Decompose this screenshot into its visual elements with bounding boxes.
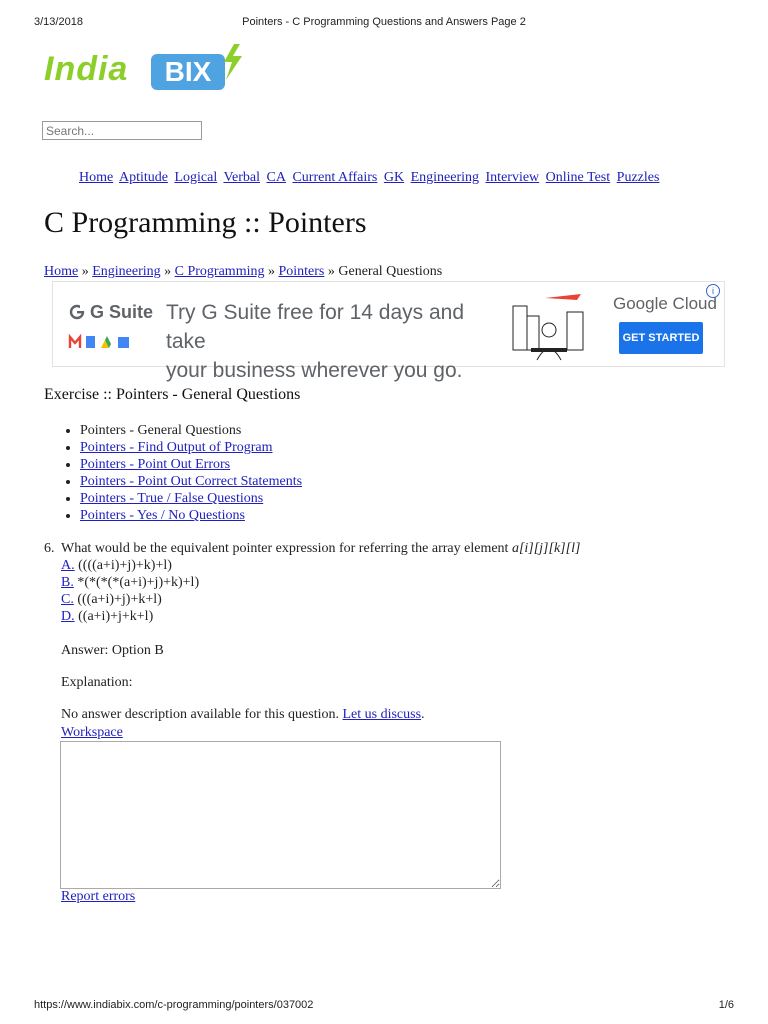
nav-current-affairs[interactable]: Current Affairs: [292, 170, 378, 185]
exercise-heading: Exercise :: Pointers - General Questions: [44, 386, 301, 403]
indiabix-logo[interactable]: [44, 44, 244, 106]
logo-text-bix: BIX: [151, 54, 225, 90]
no-answer-note: No answer description available for this question. Let us discuss.: [61, 707, 425, 722]
nav-gk[interactable]: GK: [383, 170, 405, 185]
option-c: C. (((a+i)+j)+k+l): [61, 592, 162, 607]
workspace-textarea[interactable]: [60, 741, 501, 889]
category-list: [58, 422, 302, 524]
ad-brand: G Suite: [69, 302, 153, 323]
print-title: Pointers - C Programming Questions and Answers Page 2: [242, 16, 526, 28]
workspace-label: [61, 725, 123, 741]
category-link-correct-statements[interactable]: Pointers - Point Out Correct Statements: [80, 474, 303, 489]
question-text: What would be the equivalent pointer expression for referring the array element a[i][j][k][l]: [61, 541, 581, 556]
category-link-yes-no[interactable]: Pointers - Yes / No Questions: [80, 508, 245, 523]
ad-partner: Google Cloud: [613, 294, 717, 313]
option-a-link[interactable]: A.: [61, 558, 75, 573]
breadcrumb-home[interactable]: Home: [44, 264, 79, 279]
explanation-label: Explanation:: [61, 675, 133, 690]
category-link-true-false[interactable]: Pointers - True / False Questions: [80, 491, 264, 506]
advertisement-banner[interactable]: [52, 281, 725, 382]
nav-verbal[interactable]: Verbal: [223, 170, 261, 185]
nav-puzzles[interactable]: Puzzles: [616, 170, 660, 185]
search-input[interactable]: [42, 121, 202, 140]
top-navigation: [79, 170, 662, 186]
workspace-link[interactable]: Workspace: [61, 725, 123, 740]
ad-copy: Try G Suite free for 14 days and take your business wherever you go.: [166, 301, 465, 382]
lightning-bolt-icon: [220, 44, 244, 80]
discuss-link[interactable]: Let us discuss: [342, 707, 422, 722]
nav-logical[interactable]: Logical: [174, 170, 218, 185]
google-g-icon: [69, 304, 85, 320]
list-item: [80, 473, 302, 490]
nav-interview[interactable]: Interview: [485, 170, 540, 185]
option-d-link[interactable]: D.: [61, 609, 75, 624]
page-title: C Programming :: Pointers: [44, 206, 367, 239]
print-date: 3/13/2018: [34, 16, 83, 28]
page-url: https://www.indiabix.com/c-programming/pointers/037002: [34, 999, 314, 1011]
breadcrumb-separator: »: [81, 264, 89, 279]
list-item: [80, 507, 302, 524]
breadcrumb: [44, 264, 442, 280]
category-current: Pointers - General Questions: [80, 423, 242, 438]
breadcrumb-current: General Questions: [338, 264, 443, 279]
nav-home[interactable]: Home: [79, 170, 114, 185]
option-b: B. *(*(*(*(a+i)+j)+k)+l): [61, 575, 200, 590]
list-item: [80, 422, 302, 439]
nav-engineering[interactable]: Engineering: [410, 170, 480, 185]
breadcrumb-separator: »: [164, 264, 172, 279]
option-a: A. ((((a+i)+j)+k)+l): [61, 558, 172, 573]
question-number: 6.: [44, 541, 55, 556]
logo-text-india: India: [44, 50, 129, 88]
print-header: [34, 16, 734, 28]
breadcrumb-separator: »: [327, 264, 335, 279]
breadcrumb-c-programming[interactable]: C Programming: [174, 264, 265, 279]
breadcrumb-separator: »: [267, 264, 275, 279]
nav-aptitude[interactable]: Aptitude: [118, 170, 168, 185]
option-d: D. ((a+i)+j+k+l): [61, 609, 154, 624]
print-footer: [34, 999, 734, 1011]
nav-online-test[interactable]: Online Test: [545, 170, 611, 185]
report-errors-link[interactable]: Report errors: [61, 889, 136, 904]
list-item: [80, 456, 302, 473]
answer-text: Answer: Option B: [61, 643, 164, 658]
nav-ca[interactable]: CA: [266, 170, 286, 185]
category-link-find-output[interactable]: Pointers - Find Output of Program: [80, 440, 273, 455]
office-illustration-icon: [511, 290, 587, 362]
gsuite-apps-icon: [69, 334, 133, 350]
list-item: [80, 439, 302, 456]
breadcrumb-engineering[interactable]: Engineering: [92, 264, 161, 279]
get-started-button[interactable]: GET STARTED: [619, 322, 703, 354]
breadcrumb-pointers[interactable]: Pointers: [278, 264, 325, 279]
question-expression: a[i][j][k][l]: [511, 541, 581, 556]
list-item: [80, 490, 302, 507]
category-link-point-out-errors[interactable]: Pointers - Point Out Errors: [80, 457, 231, 472]
report-errors: [61, 889, 135, 905]
option-b-link[interactable]: B.: [61, 575, 74, 590]
ad-info-icon[interactable]: i: [706, 284, 720, 298]
page-number: 1/6: [718, 999, 734, 1011]
option-c-link[interactable]: C.: [61, 592, 74, 607]
